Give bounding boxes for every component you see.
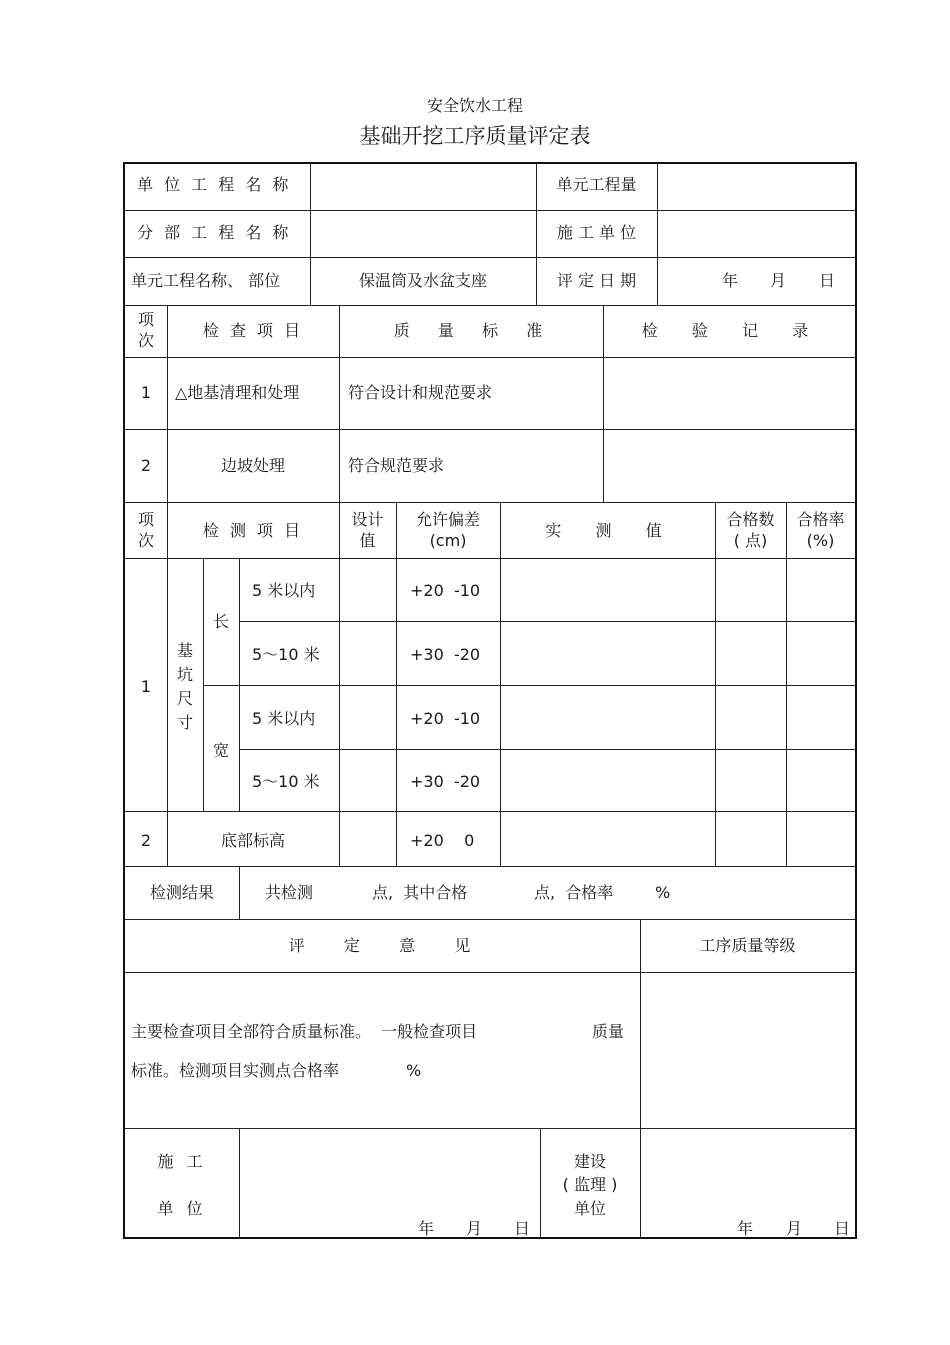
inspection-row-no: 1 — [140, 383, 152, 402]
inspection-index-header: 项 次 — [137, 310, 154, 350]
measure-row-tolerance: +20 -10 — [410, 709, 481, 728]
opinion-line-1-end: 质量 — [592, 1022, 625, 1041]
contractor-label: 施 工 单 位 — [556, 223, 637, 242]
inspection-row-item: △地基清理和处理 — [175, 383, 300, 402]
contractor-sign-label-1: 施 工 — [157, 1152, 207, 1171]
grid-line — [239, 1128, 240, 1237]
unit-quantity-label: 单元工程量 — [556, 175, 637, 194]
grid-line — [125, 305, 855, 306]
grid-line — [125, 866, 855, 867]
grade-header: 工序质量等级 — [699, 936, 796, 955]
grid-line — [203, 558, 204, 811]
grid-line — [203, 685, 855, 686]
pass-rate-header: 合格率 (%) — [796, 510, 845, 550]
pit-size-label: 基 坑 尺 寸 — [176, 641, 193, 732]
result-pass-text: 点, 其中合格 — [372, 883, 468, 902]
measure-group-no: 1 — [140, 677, 152, 696]
bottom-elevation-tolerance: +20 0 — [410, 831, 475, 850]
owner-sign-label-3: 单位 — [573, 1199, 606, 1218]
quality-standard-header: 质 量 标 准 — [393, 321, 549, 340]
grid-line — [125, 357, 855, 358]
grid-line — [125, 257, 855, 258]
length-label: 长 — [212, 612, 229, 631]
contractor-sign-month: 月 — [466, 1219, 483, 1238]
unit-project-label: 单 位 工 程 名 称 — [137, 175, 292, 194]
date-year: 年 — [722, 271, 739, 290]
grid-line — [239, 621, 855, 622]
contractor-sign-day: 日 — [514, 1219, 531, 1238]
grid-line — [339, 502, 340, 866]
contractor-sign-year: 年 — [418, 1219, 435, 1238]
form-title: 基础开挖工序质量评定表 — [359, 124, 591, 148]
grid-line — [125, 210, 855, 211]
grid-line — [500, 502, 501, 866]
result-rate-text: 点, 合格率 — [534, 883, 614, 902]
measure-row-tolerance: +20 -10 — [410, 581, 481, 600]
result-percent: % — [655, 883, 671, 902]
inspection-row-item: 边坡处理 — [220, 456, 285, 475]
grid-line — [125, 1128, 855, 1129]
result-total-text: 共检测 — [265, 883, 314, 902]
inspection-record-header: 检 验 记 录 — [641, 321, 817, 340]
element-label: 单元工程名称、 部位 — [131, 271, 281, 290]
measure-row-range: 5～10 米 — [252, 772, 320, 791]
design-value-header: 设计 值 — [351, 510, 384, 550]
sub-project-label: 分 部 工 程 名 称 — [137, 223, 292, 242]
inspection-row-standard: 符合规范要求 — [348, 456, 445, 475]
measure-index-header: 项 次 — [137, 510, 154, 550]
opinion-header: 评 定 意 见 — [288, 936, 477, 955]
owner-sign-year: 年 — [737, 1219, 754, 1238]
width-label: 宽 — [212, 741, 229, 760]
inspection-row-standard: 符合设计和规范要求 — [348, 383, 493, 402]
grid-line — [125, 558, 855, 559]
date-day: 日 — [819, 271, 836, 290]
measure-row-range: 5 米以内 — [252, 581, 316, 600]
grid-line — [657, 164, 658, 305]
tolerance-header: 允许偏差 (cm) — [415, 510, 480, 550]
project-name: 安全饮水工程 — [426, 96, 523, 115]
grid-line — [239, 866, 240, 919]
bottom-elevation-item: 底部标高 — [220, 831, 285, 850]
grid-line — [239, 558, 240, 811]
eval-date-label: 评 定 日 期 — [556, 271, 637, 290]
grid-line — [396, 502, 397, 866]
result-label: 检测结果 — [149, 883, 214, 902]
owner-sign-label-2: ( 监理 ) — [562, 1175, 618, 1194]
grid-line — [125, 972, 855, 973]
measure-row-tolerance: +30 -20 — [410, 772, 481, 791]
inspection-row-no: 2 — [140, 456, 152, 475]
contractor-sign-label-2: 单 位 — [157, 1199, 207, 1218]
bottom-elevation-no: 2 — [140, 831, 152, 850]
opinion-line-1: 主要检查项目全部符合质量标准。 一般检查项目 — [131, 1022, 478, 1041]
element-value: 保温筒及水盆支座 — [358, 271, 487, 290]
owner-sign-day: 日 — [834, 1219, 851, 1238]
date-month: 月 — [770, 271, 787, 290]
owner-sign-month: 月 — [786, 1219, 803, 1238]
measured-value-header: 实 测 值 — [545, 521, 670, 540]
opinion-line-2: 标准。检测项目实测点合格率 — [131, 1061, 340, 1080]
pass-count-header: 合格数 ( 点) — [726, 510, 775, 550]
grid-line — [239, 749, 855, 750]
evaluation-form — [123, 162, 857, 1239]
grid-line — [125, 811, 855, 812]
measure-row-tolerance: +30 -20 — [410, 645, 481, 664]
measure-item-header: 检 测 项 目 — [202, 521, 304, 540]
measure-row-range: 5～10 米 — [252, 645, 320, 664]
grid-line — [715, 502, 716, 866]
opinion-line-2-percent: % — [406, 1061, 422, 1080]
grid-line — [640, 919, 641, 1237]
owner-sign-label-1: 建设 — [573, 1152, 606, 1171]
inspection-item-header: 检 查 项 目 — [202, 321, 304, 340]
grid-line — [125, 429, 855, 430]
grid-line — [125, 919, 855, 920]
grid-line — [786, 502, 787, 866]
grid-line — [125, 502, 855, 503]
measure-row-range: 5 米以内 — [252, 709, 316, 728]
